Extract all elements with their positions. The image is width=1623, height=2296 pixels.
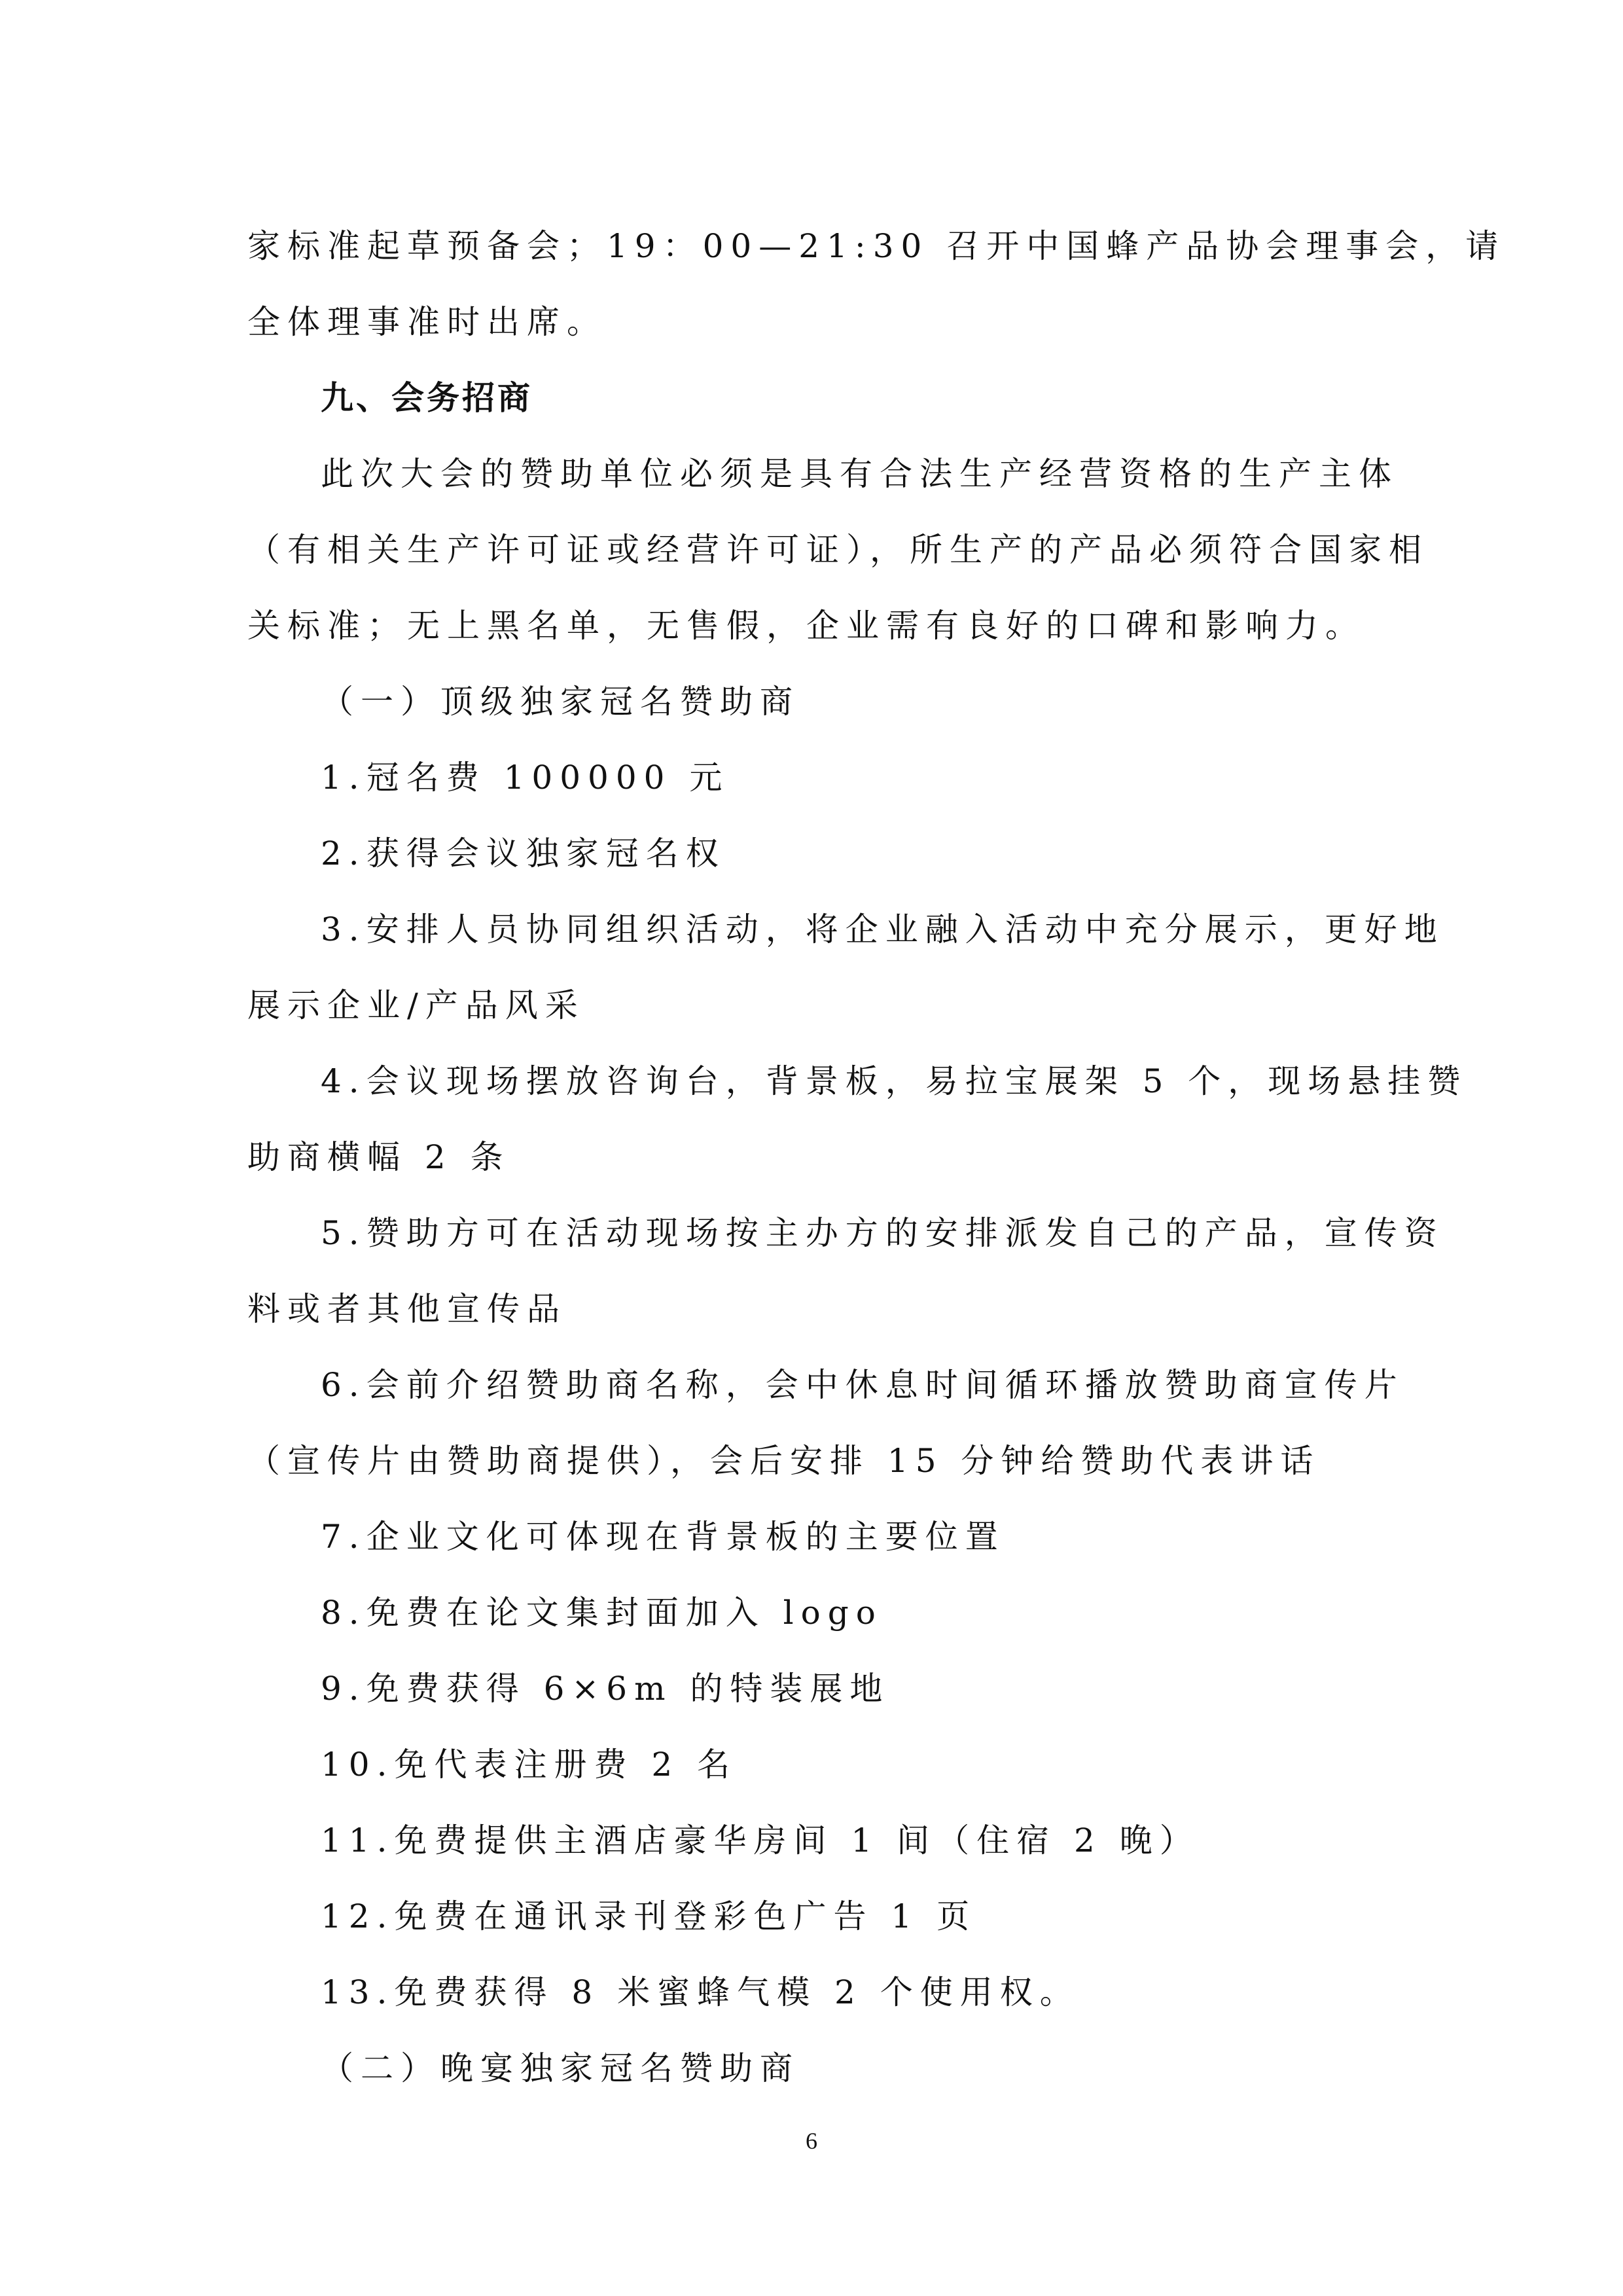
- text-line: 3.安排人员协同组织活动，将企业融入活动中充分展示，更好地: [321, 910, 1444, 948]
- text-line: （宣传片由赞助商提供），会后安排 15 分钟给赞助代表讲话: [247, 1442, 1321, 1480]
- text-line: 全体理事准时出席。: [247, 303, 607, 341]
- text-line: 7.企业文化可体现在背景板的主要位置: [321, 1518, 1005, 1556]
- text-line: 9.免费获得 6×6m 的特装展地: [321, 1670, 890, 1708]
- text-line: 2.获得会议独家冠名权: [321, 834, 726, 872]
- text-line: 10.免代表注册费 2 名: [321, 1746, 738, 1784]
- text-line: 展示企业/产品风采: [247, 986, 585, 1024]
- document-body: [247, 208, 1506, 2106]
- text-line: 此次大会的赞助单位必须是具有合法生产经营资格的生产主体: [321, 455, 1399, 493]
- text-line: 料或者其他宣传品: [247, 1290, 567, 1328]
- text-line: 6.会前介绍赞助商名称，会中休息时间循环播放赞助商宣传片: [321, 1366, 1404, 1404]
- text-line: 11.免费提供主酒店豪华房间 1 间（住宿 2 晚）: [321, 1821, 1200, 1859]
- text-line: 8.免费在论文集封面加入 logo: [321, 1594, 883, 1632]
- text-line: 5.赞助方可在活动现场按主办方的安排派发自己的产品，宣传资: [321, 1214, 1444, 1252]
- text-line: 12.免费在通讯录刊登彩色广告 1 页: [321, 1897, 977, 1935]
- section-heading: 九、会务招商: [321, 379, 533, 417]
- text-line: 家标准起草预备会；19：00—21:30 召开中国蜂产品协会理事会，请: [247, 227, 1506, 265]
- text-line: 1.冠名费 100000 元: [321, 759, 730, 797]
- text-line: （一）顶级独家冠名赞助商: [321, 683, 800, 721]
- text-line: （二）晚宴独家冠名赞助商: [321, 2049, 800, 2087]
- text-line: （有相关生产许可证或经营许可证），所生产的产品必须符合国家相: [247, 531, 1429, 569]
- text-line: 关标准；无上黑名单，无售假，企业需有良好的口碑和影响力。: [247, 607, 1365, 645]
- text-line: 4.会议现场摆放咨询台，背景板，易拉宝展架 5 个，现场悬挂赞: [321, 1062, 1468, 1100]
- page-number: 6: [806, 2128, 817, 2154]
- text-line: 13.免费获得 8 米蜜蜂气模 2 个使用权。: [321, 1973, 1080, 2011]
- text-line: 助商横幅 2 条: [247, 1138, 510, 1176]
